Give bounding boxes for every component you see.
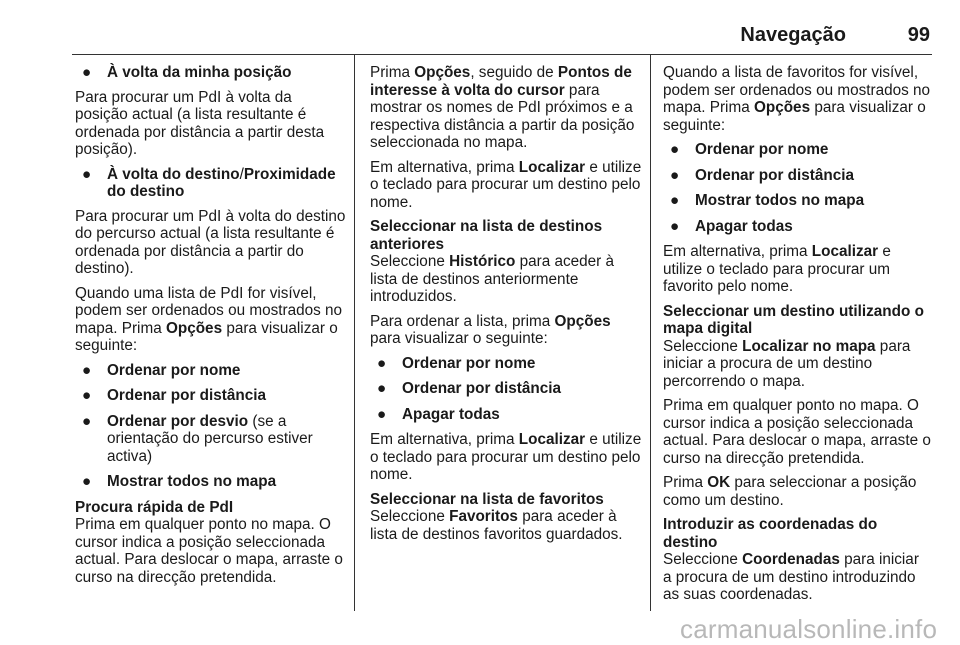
list-item: ● Ordenar por desvio (se a orientação do percurso estiver activa) [82, 412, 313, 465]
paragraph: Em alternativa, prima Localizar e utilize o teclado para procurar um destino pelo nome. [370, 158, 642, 211]
paragraph: Para procurar um PdI à volta da posição actual (a lista resultante é ordenada por distância a partir desta posição). [75, 88, 325, 158]
list-item: ● Mostrar todos no mapa [82, 473, 277, 490]
list-item: ● Ordenar por nome [377, 354, 536, 372]
bullet-icon: ● [670, 217, 680, 235]
bullet-icon: ● [82, 387, 92, 404]
watermark: carmanualsonline.info [680, 614, 938, 644]
bullet-icon: ● [82, 473, 92, 490]
bullet-icon: ● [377, 405, 387, 423]
list-item: ● Ordenar por distância [377, 380, 561, 397]
section-heading: Seleccionar um destino utilizando o mapa digital [663, 302, 924, 337]
bullet-icon: ● [377, 354, 387, 372]
list-item: ● Mostrar todos no mapa [670, 192, 865, 209]
section-heading: Introduzir as coordenadas do destino [663, 516, 878, 551]
paragraph: Para ordenar a lista, prima Opções para visualizar o seguinte: [370, 312, 611, 347]
bullet-icon: ● [82, 361, 92, 379]
list-item: ● Ordenar por nome [670, 141, 829, 158]
option-heading: Proximidade do destino [107, 165, 336, 200]
list-item [75, 64, 347, 82]
separator: / [239, 165, 244, 183]
list-item: ● Ordenar por nome [82, 361, 241, 379]
section-heading: Procura rápida de PdI [75, 498, 234, 516]
option-heading: À volta do destino [107, 165, 240, 183]
paragraph: Seleccione Favoritos para aceder à lista de destinos favoritos guardados. [370, 508, 623, 543]
paragraph: Em alternativa, prima Localizar e utilize o teclado para procurar um favorito pelo nome. [663, 243, 891, 295]
list-item: ● Apagar todas [377, 405, 500, 423]
page-title: Navegação [740, 24, 846, 46]
paragraph: Prima em qualquer ponto no mapa. O cursor indica a posição seleccionada actual. Para deslocar o mapa, arraste o curso na direcção pretendida. [663, 397, 931, 467]
paragraph: Quando a lista de favoritos for visível, podem ser ordenados ou mostrados no mapa. Prima Opções para visualizar o seguinte: [663, 64, 931, 134]
paragraph: Para procurar um PdI à volta do destino do percurso actual (a lista resultante é ordenada por distância a partir do destino). [75, 207, 346, 277]
paragraph: Em alternativa, prima Localizar e utilize o teclado para procurar um destino pelo nome. [370, 431, 642, 483]
bullet-icon: ● [670, 166, 680, 184]
bullet-icon: ● [82, 64, 92, 81]
column-2 [370, 64, 642, 550]
paragraph: Prima Opções, seguido de Pontos de interesse à volta do cursor para mostrar os nomes de PdI próximos e a respectiva distância a partir da posição seleccionada no mapa. [370, 64, 635, 151]
paragraph: Seleccione Coordenadas para iniciar a procura de um destino introduzindo as suas coordenadas. [663, 551, 919, 603]
list-item: ● Apagar todas [670, 217, 793, 235]
list-item [75, 166, 347, 201]
column-3 [663, 64, 931, 611]
paragraph: Prima OK para seleccionar a posição como um destino. [663, 474, 917, 509]
column-divider-2 [650, 54, 651, 611]
page-number: 99 [907, 24, 930, 46]
column-divider-1 [354, 54, 355, 611]
bullet-icon: ● [82, 412, 92, 430]
paragraph: Quando uma lista de PdI for visível, podem ser ordenados ou mostrados no mapa. Prima Opções para visualizar o seguinte: [75, 284, 343, 354]
header-rule [72, 54, 932, 55]
column-1 [75, 64, 347, 593]
section-heading: Seleccionar na lista de destinos anteriores [370, 218, 603, 253]
paragraph: Seleccione Localizar no mapa para iniciar a procura de um destino percorrendo o mapa. [663, 337, 911, 390]
option-heading: À volta da minha posição [107, 64, 292, 81]
bullet-icon: ● [670, 141, 680, 158]
bullet-icon: ● [82, 165, 92, 183]
paragraph: Prima em qualquer ponto no mapa. O cursor indica a posição seleccionada actual. Para deslocar o mapa, arraste o curso na direcção pretendida. [75, 516, 343, 586]
list-item: ● Ordenar por distância [670, 166, 854, 184]
list-item: ● Ordenar por distância [82, 387, 266, 404]
bullet-icon: ● [377, 380, 387, 397]
bullet-icon: ● [670, 192, 680, 209]
paragraph: Seleccione Histórico para aceder à lista de destinos anteriormente introduzidos. [370, 253, 615, 305]
section-heading: Seleccionar na lista de favoritos [370, 490, 604, 508]
